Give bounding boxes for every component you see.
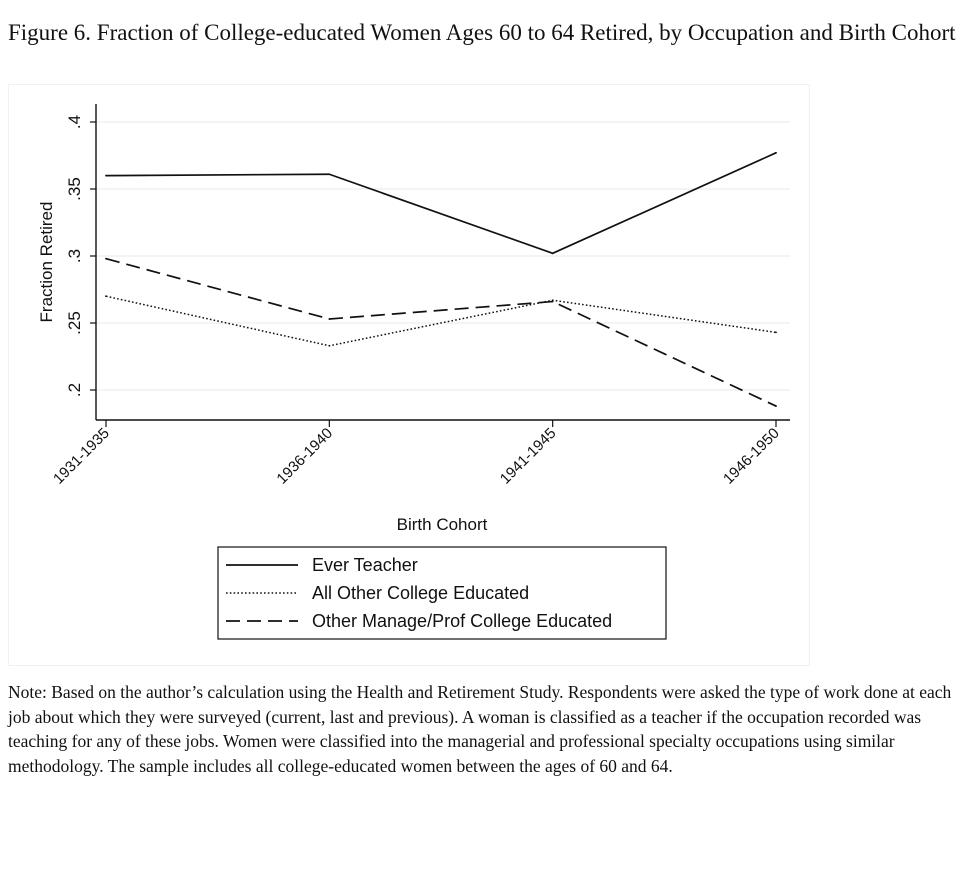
data-point (105, 258, 107, 260)
y-tick-label: .25 (65, 311, 84, 335)
figure-title: Figure 6. Fraction of College-educated Women Ages 60 to 64 Retired, by Occupation and Birth Cohort (8, 20, 956, 45)
data-point (105, 295, 107, 297)
x-ticks (50, 420, 783, 488)
y-tick-label: .4 (65, 114, 84, 130)
data-point (775, 331, 777, 333)
grid-lines (96, 122, 790, 390)
x-axis-label: Birth Cohort (396, 515, 488, 534)
data-point (328, 318, 330, 320)
x-tick-label: 1936-1940 (273, 424, 337, 488)
legend-label-0: Ever Teacher (312, 555, 418, 575)
data-point (552, 301, 554, 303)
x-tick-label: 1946-1950 (720, 424, 783, 488)
data-point (328, 345, 330, 347)
y-ticks (65, 115, 96, 397)
y-tick-label: .35 (65, 177, 84, 201)
data-point (105, 175, 107, 177)
series-line-2 (106, 259, 776, 406)
y-axis-label: Fraction Retired (37, 201, 56, 323)
y-tick-label: .3 (65, 248, 84, 264)
data-point (775, 405, 777, 407)
legend-label-1: All Other College Educated (312, 583, 530, 603)
series-line-0 (106, 153, 776, 254)
x-tick-label: 1931-1935 (50, 424, 113, 488)
axes (96, 104, 790, 420)
x-tick-label: 1941-1945 (496, 424, 560, 488)
data-point (775, 152, 777, 154)
series-line-1 (106, 296, 776, 346)
data-point (552, 252, 554, 254)
series-lines (105, 152, 777, 407)
y-tick-label: .2 (65, 382, 84, 398)
figure-note: Note: Based on the author’s calculation using the Health and Retirement Study. Respondents were asked the type of work done at each job about which they were surveyed (current, last and previous). A woman is classified as a teacher if the occupation recorded was teaching for any of these jobs. Women were classified into the managerial and professional specialty occupations using similar methodology. The sample includes all college-educated women between the ages of 60 and 64. (8, 682, 952, 776)
legend-label-2: Other Manage/Prof College Educated (312, 611, 613, 631)
legend (218, 547, 666, 639)
data-point (328, 173, 330, 175)
